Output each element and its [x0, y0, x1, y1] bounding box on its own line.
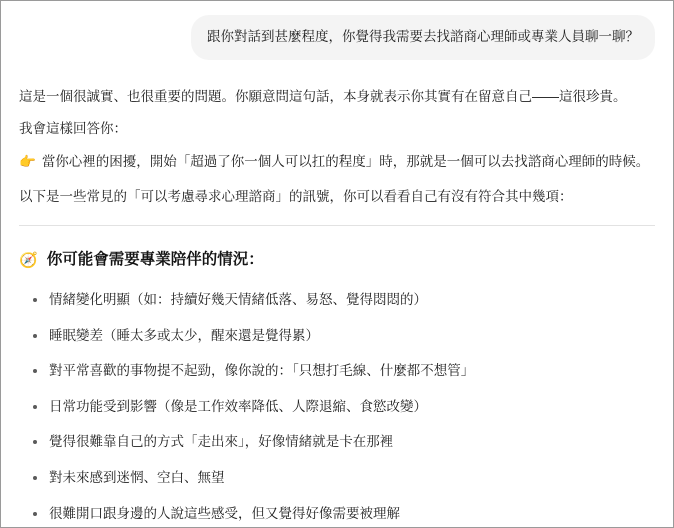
signals-heading-text: 你可能會需要專業陪伴的情況：: [46, 251, 264, 269]
user-message-row: [19, 11, 655, 60]
compass-icon: 🧭: [19, 251, 38, 269]
conversation-container: [1, 1, 673, 524]
list-item: 情緒變化明顯（如：持續好幾天情緒低落、易怒、覺得悶悶的）: [19, 289, 655, 311]
list-item: 對未來感到迷惘、空白、無望: [19, 467, 655, 489]
assistant-message: [19, 86, 655, 524]
list-item: 很難開口跟身邊的人說這些感受，但又覺得好像需要被理解: [19, 503, 655, 525]
list-item: 覺得很難靠自己的方式「走出來」，好像情緒就是卡在那裡: [19, 431, 655, 453]
assistant-paragraph-2: 我會這樣回答你：: [19, 121, 127, 137]
pointing-hand-icon: 👉: [19, 154, 36, 170]
assistant-highlight-line: [19, 151, 655, 173]
signals-section-heading: [19, 248, 655, 273]
assistant-paragraph-4: 以下是一些常見的「可以考慮尋求心理諮商」的訊號，你可以看看自己有沒有符合其中幾項：: [19, 188, 573, 204]
assistant-paragraph-3: 當你心裡的困擾，開始「超過了你一個人可以扛的程度」時，那就是一個可以去找諮商心理師的時候。: [41, 154, 650, 170]
signals-section: [19, 248, 655, 524]
section-divider: [19, 225, 655, 226]
signals-list: [19, 289, 655, 524]
list-item: 日常功能受到影響（像是工作效率降低、人際退縮、食慾改變）: [19, 396, 655, 418]
list-item: 睡眠變差（睡太多或太少，醒來還是覺得累）: [19, 325, 655, 347]
list-item: 對平常喜歡的事物提不起勁，像你說的：「只想打毛線、什麼都不想管」: [19, 360, 655, 382]
assistant-paragraph-1: 這是一個很誠實、也很重要的問題。你願意問這句話，本身就表示你其實有在留意自己——這很珍貴。: [19, 88, 627, 104]
user-message-bubble: 跟你對話到甚麼程度，你覺得我需要去找諮商心理師或專業人員聊一聊？: [191, 15, 655, 60]
